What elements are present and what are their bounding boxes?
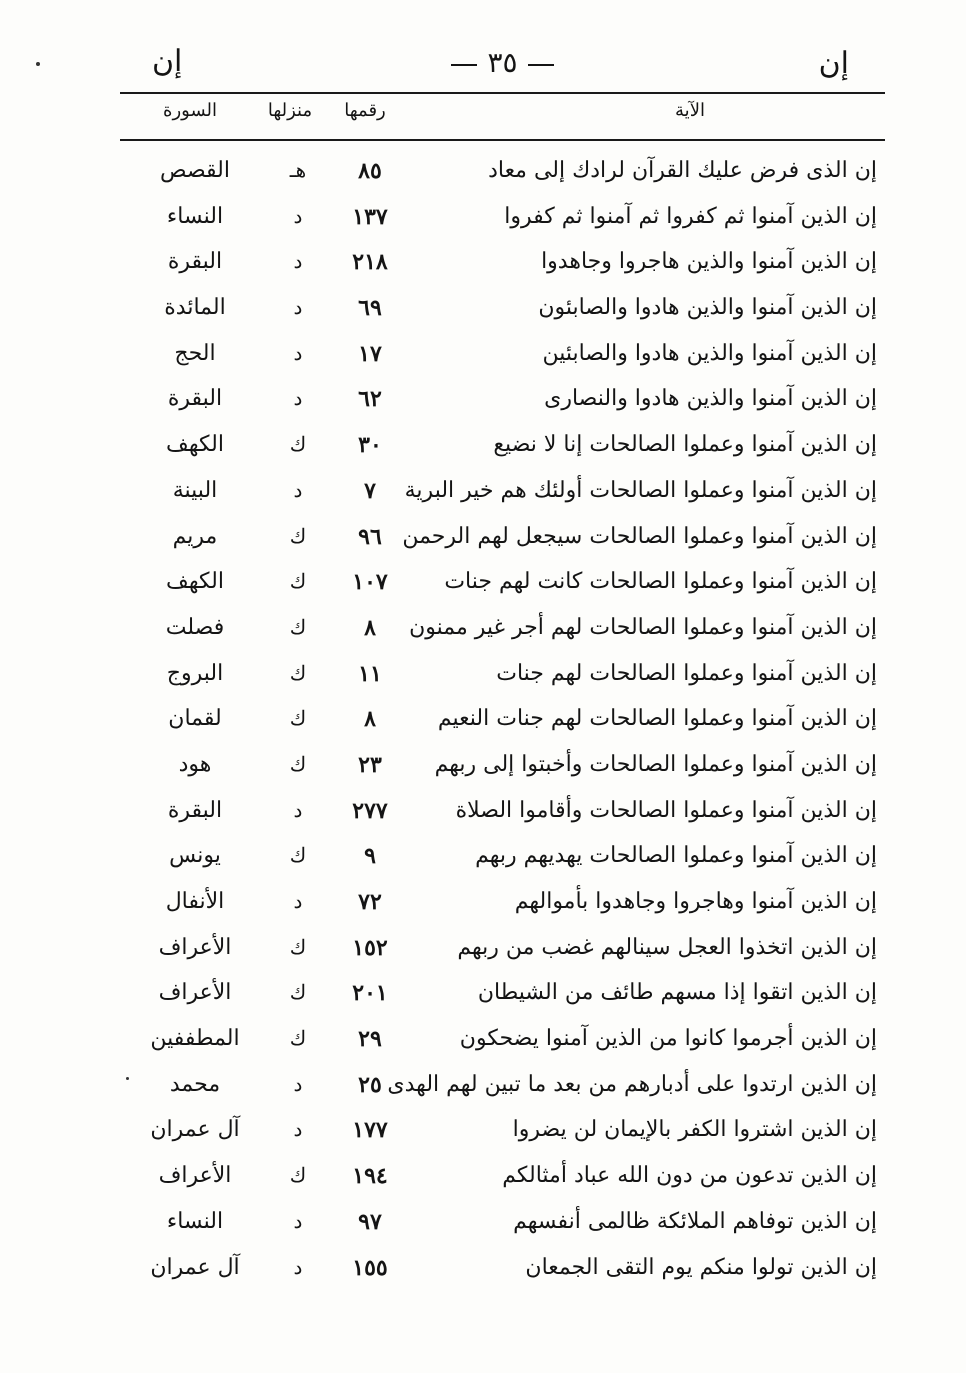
verse-text: إن الذين أجرموا كانوا من الذين آمنوا يضحكون (459, 1026, 877, 1052)
revelation-place: ك (289, 980, 307, 1005)
verse-text: إن الذين آمنوا وعملوا الصالحات سيجعل لهم الرحمن (402, 523, 877, 549)
verse-text: إن الذى فرض عليك القرآن لرادك إلى معاد (488, 158, 877, 183)
revelation-place: د (293, 889, 303, 913)
surah-name: لقمان (168, 706, 222, 732)
table-row (120, 653, 885, 699)
table-row (120, 835, 885, 881)
surah-name: المطففين (150, 1026, 240, 1052)
verse-number: ٩ (364, 843, 376, 870)
revelation-place: د (293, 386, 303, 411)
verse-text: إن الذين تدعون من دون الله عباد أمثالكم (502, 1163, 877, 1189)
verse-number: ١٠٧ (352, 569, 388, 596)
verse-text: إن الذين تولوا منكم يوم التقى الجمعان (525, 1254, 877, 1280)
table-row (120, 1201, 885, 1247)
revelation-place: د (293, 340, 303, 365)
table-row (120, 790, 885, 836)
surah-name: القصص (160, 158, 230, 183)
table-row (120, 881, 885, 927)
verse-number: ٩٦ (358, 523, 382, 550)
verse-text: إن الذين اتخذوا العجل سينالهم غضب من ربهم (457, 934, 877, 960)
verse-number: ٦٩ (358, 295, 382, 322)
verse-number: ١٥٢ (352, 934, 388, 961)
verse-number: ٢٠١ (352, 980, 388, 1007)
verse-number: ٦٢ (358, 386, 382, 413)
revelation-place: د (293, 477, 303, 502)
verse-text: إن الذين توفاهم الملائكة ظالمى أنفسهم (513, 1208, 877, 1234)
surah-name: الأنفال (165, 889, 225, 914)
header-right-word: إن (818, 46, 849, 81)
revelation-place: ك (289, 1026, 307, 1051)
surah-name: البقرة (167, 386, 223, 412)
revelation-place: د (293, 1254, 303, 1279)
table-row (120, 1018, 885, 1064)
verse-number: ١٣٧ (352, 203, 388, 230)
surah-name: الأعراف (158, 1163, 232, 1189)
verse-number: ٩٧ (358, 1208, 382, 1235)
table-row (120, 196, 885, 242)
revelation-place: ك (289, 523, 307, 548)
surah-name: البروج (166, 660, 224, 686)
table-row (120, 972, 885, 1018)
surah-name: البقرة (167, 249, 223, 275)
surah-name: الحج (174, 340, 216, 366)
dash-left (528, 64, 554, 66)
verse-number: ٨٥ (358, 158, 382, 184)
surah-name: الأعراف (158, 980, 232, 1006)
surah-name: الأعراف (158, 934, 232, 960)
revelation-place: د (293, 797, 303, 822)
column-header-number: رقمها (344, 100, 386, 121)
verse-number: ٢٥ (358, 1071, 382, 1098)
surah-name: آل عمران (150, 1254, 240, 1280)
column-header-verse: الآية (675, 100, 705, 121)
table-row (120, 241, 885, 287)
revelation-place: د (293, 1208, 303, 1233)
revelation-place: د (293, 1071, 303, 1096)
table-row (120, 516, 885, 562)
surah-name: محمد (169, 1071, 221, 1097)
header-rule (120, 92, 885, 94)
table-row (120, 378, 885, 424)
verse-text: إن الذين اشتروا الكفر بالإيمان لن يضروا (512, 1117, 877, 1143)
verse-text: إن الذين آمنوا والذين هادوا والصابئون (538, 295, 877, 321)
verse-number: ٧ (364, 477, 376, 504)
surah-name: المائدة (164, 295, 226, 321)
revelation-place: ك (289, 432, 307, 457)
revelation-place: د (293, 203, 303, 228)
verse-number: ١١ (358, 660, 382, 687)
verse-text: إن الذين آمنوا وعملوا الصالحات لهم أجر غير ممنون (409, 614, 877, 640)
verse-number: ١٧ (358, 340, 382, 367)
table-row (120, 698, 885, 744)
verse-number: ٧٢ (358, 889, 382, 915)
table-row (120, 470, 885, 516)
verse-text: إن الذين آمنوا والذين هادوا والصابئين (542, 340, 877, 366)
table-row (120, 287, 885, 333)
verse-text: إن الذين آمنوا وعملوا الصالحات لهم جنات النعيم (437, 706, 877, 732)
page-number-text: ٣٥ (487, 46, 518, 79)
revelation-place: ك (289, 614, 307, 639)
verse-number: ١٩٤ (352, 1163, 388, 1190)
verse-text: إن الذين آمنوا وهاجروا وجاهدوا بأموالهم (514, 889, 877, 914)
table-row (120, 424, 885, 470)
revelation-place: هـ (289, 158, 307, 182)
verse-number: ١٥٥ (352, 1254, 388, 1281)
verse-number: ٢١٨ (352, 249, 388, 276)
surah-name: مريم (172, 523, 218, 549)
verse-text: إن الذين آمنوا وعملوا الصالحات كانت لهم جنات (444, 569, 877, 595)
revelation-place: ك (289, 934, 307, 959)
table-row (120, 333, 885, 379)
verse-text: إن الذين اتقوا إذا مسهم طائف من الشيطان (477, 980, 877, 1006)
surah-name: البينة (172, 477, 218, 503)
column-header-surah: السورة (163, 100, 217, 121)
verse-number: ٢٧٧ (352, 797, 388, 824)
surah-name: النساء (166, 203, 224, 229)
verse-text: إن الذين آمنوا وعملوا الصالحات وأخبتوا إلى ربهم (434, 751, 877, 777)
revelation-place: ك (289, 1163, 307, 1188)
page-number (120, 46, 885, 79)
verse-text: إن الذين ارتدوا على أدبارهم من بعد ما تبين لهم الهدى (387, 1071, 877, 1097)
verse-text: إن الذين آمنوا وعملوا الصالحات لهم جنات (496, 660, 877, 686)
surah-name: البقرة (167, 797, 223, 823)
running-header (120, 38, 885, 88)
verse-number: ٢٣ (358, 751, 382, 778)
verse-number: ٣٠ (358, 432, 382, 459)
column-header-place: منزلها (267, 100, 313, 121)
verse-text: إن الذين آمنوا وعملوا الصالحات إنا لا نضيع (493, 432, 877, 458)
verse-number: ٢٩ (358, 1026, 382, 1053)
table-row (120, 1109, 885, 1155)
verse-text: إن الذين آمنوا وعملوا الصالحات يهديهم ربهم (475, 843, 877, 869)
revelation-place: ك (289, 569, 307, 594)
column-header-rule (120, 139, 885, 141)
verse-text: إن الذين آمنوا والذين هاجروا وجاهدوا (541, 249, 877, 275)
surah-name: النساء (166, 1208, 224, 1234)
revelation-place: د (293, 295, 303, 320)
verse-text: إن الذين آمنوا وعملوا الصالحات أولئك هم خير البرية (404, 477, 877, 503)
surah-name: يونس (169, 843, 221, 869)
table-row (120, 561, 885, 607)
dash-right (451, 64, 477, 66)
table-row (120, 1247, 885, 1293)
table-row (120, 607, 885, 653)
revelation-place: ك (289, 660, 307, 685)
print-speck (126, 1077, 129, 1080)
revelation-place: ك (289, 751, 307, 776)
verse-number: ٨ (364, 706, 376, 733)
verse-text: إن الذين آمنوا وعملوا الصالحات وأقاموا الصلاة (455, 797, 877, 823)
revelation-place: د (293, 249, 303, 274)
surah-name: فصلت (165, 614, 225, 640)
verse-text: إن الذين آمنوا ثم كفروا ثم آمنوا ثم كفروا (504, 203, 877, 229)
surah-name: آل عمران (150, 1117, 240, 1143)
verse-number: ٨ (364, 614, 376, 641)
header-left-word: إن (152, 44, 183, 79)
table-row (120, 744, 885, 790)
revelation-place: ك (289, 843, 307, 868)
verse-number: ١٧٧ (352, 1117, 388, 1144)
verse-index-table (120, 150, 885, 1292)
surah-name: هود (178, 751, 212, 777)
table-row (120, 1155, 885, 1201)
verse-text: إن الذين آمنوا والذين هادوا والنصارى (544, 386, 877, 412)
table-row (120, 927, 885, 973)
surah-name: الكهف (166, 432, 224, 458)
print-speck (36, 62, 40, 66)
surah-name: الكهف (166, 569, 224, 595)
table-row (120, 1064, 885, 1110)
table-row (120, 150, 885, 196)
revelation-place: د (293, 1117, 303, 1142)
revelation-place: ك (289, 706, 307, 731)
